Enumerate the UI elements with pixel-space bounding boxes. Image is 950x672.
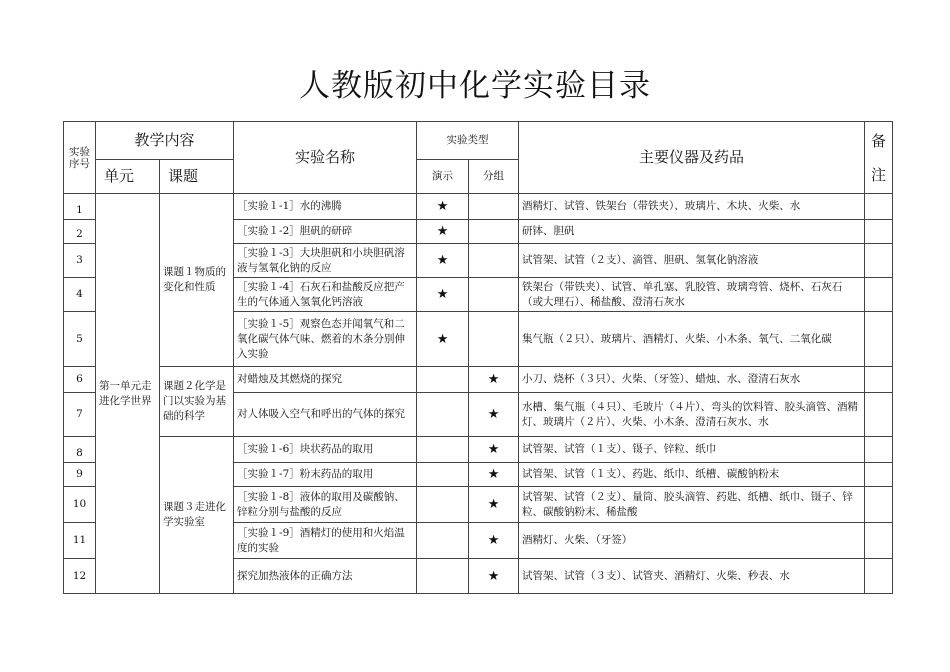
remark [865, 220, 893, 244]
table-row [64, 194, 893, 220]
page-title: 人教版初中化学实验目录 [299, 68, 651, 104]
type-header: 实验类型 [417, 122, 519, 160]
table-row [64, 437, 893, 463]
experiment-name: ［实验１-7］粉末药品的取用 [234, 463, 417, 487]
demo-mark [417, 437, 469, 463]
experiment-name: ［实验１-5］观察色态并闻氧气和二氧化碳气体气味、燃着的木条分别伸入实验 [234, 312, 417, 367]
unit-cell: 第一单元走进化学世界 [96, 194, 160, 594]
table-row [64, 367, 893, 393]
equipment: 酒精灯、火柴、（牙签） [519, 523, 865, 559]
demo-star: ★ [417, 312, 469, 367]
row-number: 6 [64, 367, 96, 393]
row-number: 12 [64, 559, 96, 594]
group-star: ★ [469, 559, 519, 594]
equipment: 水槽、集气瓶（４只）、毛玻片（４片）、弯头的饮料管、胶头滴管、酒精灯、玻璃片（２片）、火柴、小木条、澄清石灰水、水 [519, 393, 865, 437]
experiment-name: ［实验１-3］大块胆矾和小块胆矾溶液与氢氧化钠的反应 [234, 244, 417, 278]
remark [865, 393, 893, 437]
equipment-header: 主要仪器及药品 [519, 122, 865, 194]
remark [865, 367, 893, 393]
group-mark [469, 278, 519, 312]
topic-header: 课题 [160, 160, 234, 194]
group-mark [469, 312, 519, 367]
demo-mark [417, 367, 469, 393]
equipment: 试管架、试管（１支）、镊子、锌粒、纸巾 [519, 437, 865, 463]
name-header: 实验名称 [234, 122, 417, 194]
demo-star: ★ [417, 278, 469, 312]
topic-cell: 课题１物质的变化和性质 [160, 194, 234, 367]
content-header: 教学内容 [96, 122, 234, 160]
equipment: 铁架台（带铁夹）、试管、单孔塞、乳胶管、玻璃弯管、烧杯、石灰石（或大理石）、稀盐酸、澄清石灰水 [519, 278, 865, 312]
equipment: 小刀、烧杯（３只）、火柴、（牙签）、蜡烛、水、澄清石灰水 [519, 367, 865, 393]
group-star: ★ [469, 523, 519, 559]
group-mark [469, 220, 519, 244]
group-star: ★ [469, 393, 519, 437]
row-number: 5 [64, 312, 96, 367]
demo-mark [417, 393, 469, 437]
equipment: 试管架、试管（１支）、药匙、纸巾、纸槽、碳酸钠粉末 [519, 463, 865, 487]
group-star: ★ [469, 487, 519, 523]
experiment-name: ［实验１-2］胆矾的研碎 [234, 220, 417, 244]
row-number: 7 [64, 393, 96, 437]
group-mark [469, 194, 519, 220]
demo-mark [417, 559, 469, 594]
demo-star: ★ [417, 220, 469, 244]
topic-cell: 课题３走进化学实验室 [160, 437, 234, 594]
group-star: ★ [469, 463, 519, 487]
equipment: 集气瓶（２只）、玻璃片、酒精灯、火柴、小木条、氧气、二氧化碳 [519, 312, 865, 367]
remark [865, 194, 893, 220]
experiment-name: ［实验１-9］酒精灯的使用和火焰温度的实验 [234, 523, 417, 559]
seq-header: 实验 序号 [64, 122, 96, 194]
row-number: 11 [64, 523, 96, 559]
experiment-name: ［实验１-1］水的沸腾 [234, 194, 417, 220]
group-star: ★ [469, 437, 519, 463]
remark [865, 278, 893, 312]
remark [865, 244, 893, 278]
row-number: 4 [64, 278, 96, 312]
demo-header: 演示 [417, 160, 469, 194]
remark [865, 559, 893, 594]
group-star: ★ [469, 367, 519, 393]
demo-mark [417, 463, 469, 487]
demo-mark [417, 487, 469, 523]
experiment-table [63, 121, 893, 594]
remark [865, 437, 893, 463]
row-number: 3 [64, 244, 96, 278]
header-row-1 [64, 122, 893, 160]
equipment: 试管架、试管（２支）、滴管、胆矾、氢氧化钠溶液 [519, 244, 865, 278]
experiment-name: 对人体吸入空气和呼出的气体的探究 [234, 393, 417, 437]
equipment: 酒精灯、试管、铁架台（带铁夹）、玻璃片、木块、火柴、水 [519, 194, 865, 220]
equipment: 试管架、试管（３支）、试管夹、酒精灯、火柴、秒表、水 [519, 559, 865, 594]
demo-star: ★ [417, 194, 469, 220]
row-number: 2 [64, 220, 96, 244]
remark [865, 463, 893, 487]
group-header: 分组 [469, 160, 519, 194]
row-number: 1 [64, 194, 96, 220]
row-number: 8 [64, 437, 96, 463]
experiment-name: 探究加热液体的正确方法 [234, 559, 417, 594]
demo-star: ★ [417, 244, 469, 278]
equipment: 试管架、试管（２支）、量筒、胶头滴管、药匙、纸槽、纸巾、镊子、锌粒、碳酸钠粉末、稀盐酸 [519, 487, 865, 523]
demo-mark [417, 523, 469, 559]
experiment-name: ［实验１-8］液体的取用及碳酸钠、锌粒分别与盐酸的反应 [234, 487, 417, 523]
row-number: 10 [64, 487, 96, 523]
topic-cell: 课题２化学是门以实验为基础的科学 [160, 367, 234, 437]
remark [865, 523, 893, 559]
group-mark [469, 244, 519, 278]
remark-header: 备注 [865, 122, 893, 194]
experiment-name: ［实验１-4］石灰石和盐酸反应把产生的气体通入氢氧化钙溶液 [234, 278, 417, 312]
remark [865, 487, 893, 523]
experiment-name: ［实验１-6］块状药品的取用 [234, 437, 417, 463]
experiment-name: 对蜡烛及其燃烧的探究 [234, 367, 417, 393]
unit-header: 单元 [96, 160, 160, 194]
remark [865, 312, 893, 367]
equipment: 研钵、胆矾 [519, 220, 865, 244]
row-number: 9 [64, 463, 96, 487]
